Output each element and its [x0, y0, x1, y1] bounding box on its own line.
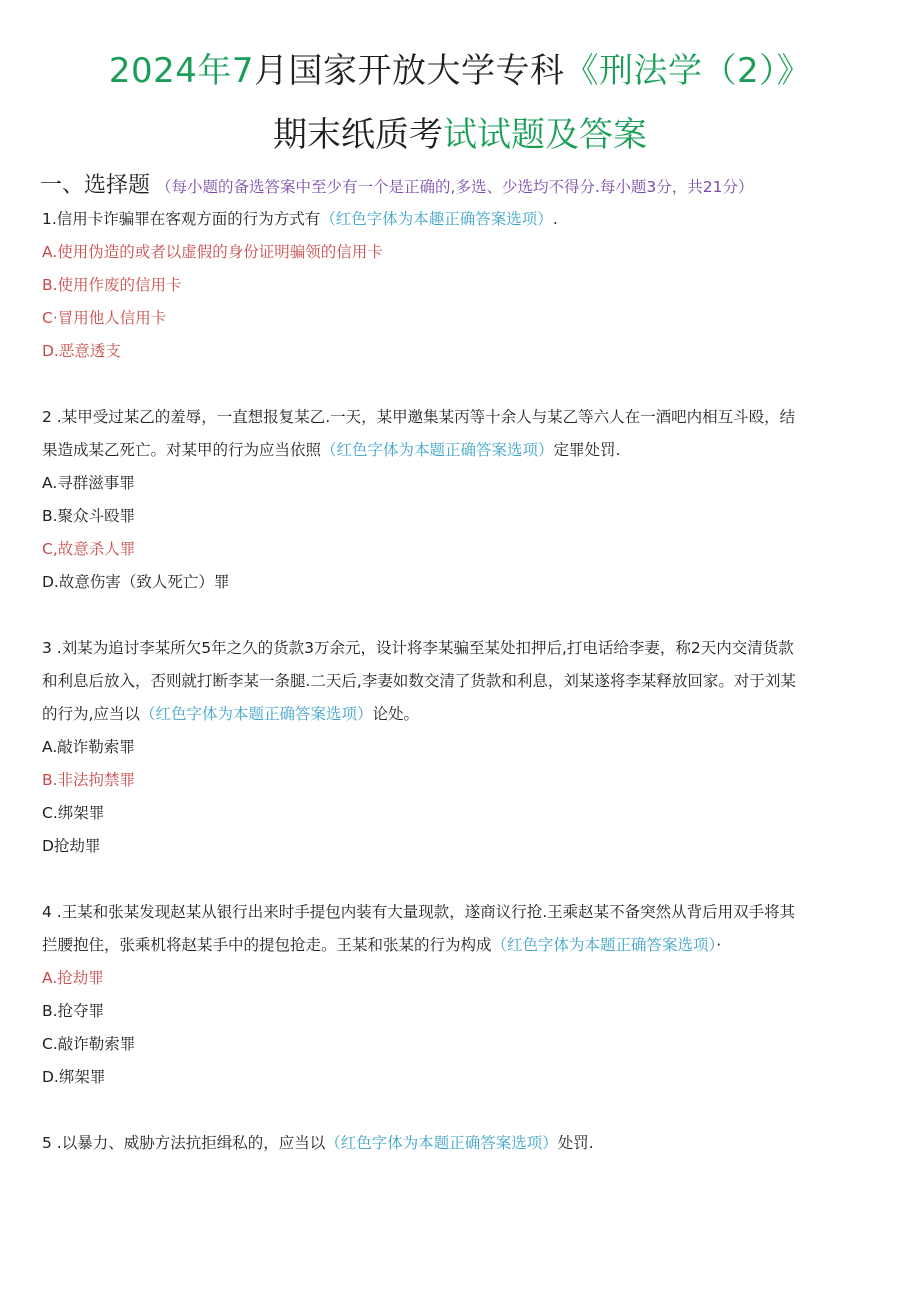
section-header: [40, 168, 900, 199]
question-stem-line: [42, 401, 882, 434]
question-text: 5 .以暴力、威胁方法抗拒缉私的，应当以: [42, 1134, 326, 1152]
question-stem-line: [42, 698, 882, 731]
answer-hint: （红色字体为本题正确答案选项）: [139, 705, 373, 723]
answer-option: D.故意伤害（致人死亡）罪: [42, 573, 230, 591]
question-spacer: [42, 599, 882, 632]
answer-option-correct: B.非法拘禁罪: [42, 771, 136, 789]
answer-option: A.敲诈勒索罪: [42, 738, 135, 756]
question-text-tail: 定罪处罚.: [553, 441, 621, 459]
question-spacer: [42, 1094, 882, 1127]
title-year: 2024年7: [108, 51, 255, 91]
question-stem-line: [42, 203, 882, 236]
answer-hint: （红色字体为本题正确答案选项）: [325, 1134, 558, 1152]
answer-option-correct: A.使用伪造的或者以虚假的身份证明骗领的信用卡: [42, 243, 383, 261]
question-block: [42, 203, 882, 368]
question-text: 3 .刘某为追讨李某所欠5年之久的货款3万余元，设计将李某骗至某处扣押后,打电话给李妻，称2天内交清货款: [42, 639, 794, 657]
section-title: 一、选择题: [40, 173, 151, 198]
answer-option: A.寻群滋事罪: [42, 474, 135, 492]
question-stem-line: [42, 929, 882, 962]
question-block: [42, 401, 882, 599]
subtitle-questions-answers: 试试题及答案: [443, 115, 647, 155]
answer-hint: （红色字体为本趣正确答案选项）: [320, 210, 553, 228]
answer-option: D抢劫罪: [42, 837, 101, 855]
question-text: 拦腰抱住，张乘机将赵某手中的提包抢走。王某和张某的行为构成: [42, 936, 492, 954]
question-text-tail: ·: [716, 936, 722, 954]
document-subtitle: [0, 112, 920, 158]
title-course: 《刑法学（2）》: [564, 51, 812, 91]
question-block: [42, 1127, 882, 1160]
answer-option-correct: D.恶意透支: [42, 342, 121, 360]
answer-option: B.抢夺罪: [42, 1002, 105, 1020]
section-instructions: （每小题的备选答案中至少有一个是正确的,多选、少选均不得分.每小题3分，共21分）: [156, 178, 754, 196]
question-text-tail: 处罚.: [557, 1134, 594, 1152]
question-text: 4 .王某和张某发现赵某从银行出来时手提包内装有大量现款，遂商议行抢.王乘赵某不备突然从背后用双手将其: [42, 903, 796, 921]
question-stem-line: [42, 434, 882, 467]
answer-hint: （红色字体为本题正确答案选项）: [491, 936, 717, 954]
question-list: [42, 203, 882, 1160]
question-block: [42, 896, 882, 1094]
answer-option-correct: C·冒用他人信用卡: [42, 309, 167, 327]
question-text: 的行为,应当以: [42, 705, 140, 723]
question-text: 果造成某乙死亡。对某甲的行为应当依照: [42, 441, 322, 459]
answer-option-correct: A.抢劫罪: [42, 969, 104, 987]
question-text-tail: .: [552, 210, 558, 228]
subtitle-exam-type: 期末纸质考: [273, 115, 443, 155]
question-text: 和利息后放入，否则就打断李某一条腿.二天后,李妻如数交清了货款和利息，刘某遂将李某释放回家。对于刘某: [42, 672, 796, 690]
question-spacer: [42, 368, 882, 401]
title-institution: 月国家开放大学专科: [254, 51, 565, 91]
question-text: 2 .某甲受过某乙的羞辱，一直想报复某乙.一天，某甲邀集某丙等十余人与某乙等六人在一酒吧内相互斗殴，结: [42, 408, 796, 426]
answer-option: C.敲诈勒索罪: [42, 1035, 136, 1053]
document-title: [0, 48, 920, 94]
question-block: [42, 632, 882, 863]
question-text: 1.信用卡诈骗罪在客观方面的行为方式有: [42, 210, 321, 228]
answer-option: C.绑架罪: [42, 804, 105, 822]
question-stem-line: [42, 665, 882, 698]
question-stem-line: [42, 632, 882, 665]
answer-option: B.聚众斗殴罪: [42, 507, 136, 525]
answer-option-correct: C,故意杀人罪: [42, 540, 136, 558]
question-stem-line: [42, 1127, 882, 1160]
question-spacer: [42, 863, 882, 896]
answer-option-correct: B.使用作废的信用卡: [42, 276, 182, 294]
question-text-tail: 论处。: [372, 705, 419, 723]
question-stem-line: [42, 896, 882, 929]
answer-hint: （红色字体为本题正确答案选项）: [321, 441, 554, 459]
answer-option: D.绑架罪: [42, 1068, 106, 1086]
